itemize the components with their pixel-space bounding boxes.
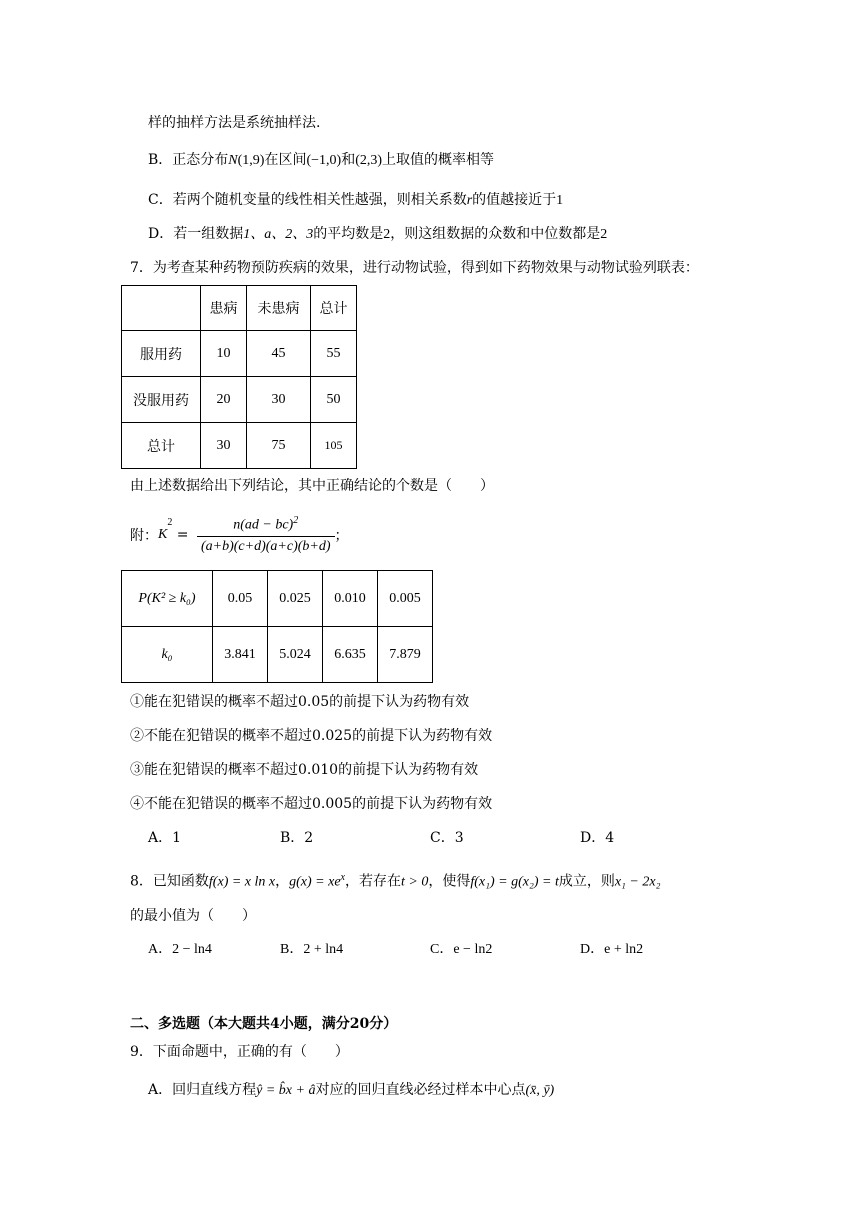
table-header-cell: 未患病: [247, 286, 311, 331]
q9-option-a: A．回归直线方程ŷ = b̂x + â对应的回归直线必经过样本中心点(x̄, ȳ): [148, 1082, 555, 1098]
q7-option-a: A．1: [148, 830, 182, 846]
q7-option-d: D．4: [580, 830, 615, 846]
q8-option-c: C．e − ln2: [430, 942, 493, 957]
table-cell: 30: [201, 423, 247, 469]
table-cell: 20: [201, 377, 247, 423]
q7-question: 由上述数据给出下列结论，其中正确结论的个数是（ ）: [130, 478, 494, 494]
table-cell: 50: [311, 377, 357, 423]
table-cell: 3.841: [213, 627, 268, 683]
q9-stem: 9．下面命题中，正确的有（ ）: [130, 1044, 349, 1060]
q8-option-b: B．2 + ln4: [280, 942, 344, 957]
table-cell: 30: [247, 377, 311, 423]
table-cell: 55: [311, 331, 357, 377]
table-cell: 10: [201, 331, 247, 377]
table-header-cell: 患病: [201, 286, 247, 331]
q6-option-b: B．正态分布N(1,9)在区间(−1,0)和(2,3)上取值的概率相等: [148, 152, 495, 168]
table-cell: 没服用药: [122, 377, 201, 423]
section-heading: 二、多选题（本大题共4小题，满分20分）: [130, 1016, 398, 1032]
table-cell: 75: [247, 423, 311, 469]
table-cell: 0.010: [323, 571, 378, 627]
table-cell: 总计: [122, 423, 201, 469]
table-cell: 45: [247, 331, 311, 377]
q6-option-c: C．若两个随机变量的线性相关性越强，则相关系数r的值越接近于1: [148, 192, 564, 208]
table-cell: 0.025: [268, 571, 323, 627]
q8-option-d: D．e + ln2: [580, 942, 644, 957]
q7-option-b: B．2: [280, 830, 314, 846]
table-cell: 105: [311, 423, 357, 469]
contingency-table: [121, 285, 357, 469]
table-row-label: P(K² ≥ k₀): [122, 571, 213, 627]
table-header-cell: 总计: [311, 286, 357, 331]
table-cell: 0.05: [213, 571, 268, 627]
statement-4: ④不能在犯错误的概率不超过0.005的前提下认为药物有效: [130, 796, 493, 812]
table-cell: 0.005: [378, 571, 433, 627]
table-cell: 7.879: [378, 627, 433, 683]
table-header-cell: [122, 286, 201, 331]
chi-square-formula: 附：$K^2$ = $\frac{n(ad - bc)^2}{(a+b)(c+d)(a+c)(b+d)}$ ；: [130, 515, 349, 554]
q8-stem: 8．已知函数f(x) = x ln x，$g(x) = xe^x$，若存在t > 0，使得f(x₁) = g(x₂) = t成立，则x₁ − 2x₂: [130, 872, 661, 890]
q8-option-a: A．2 − ln4: [148, 942, 212, 957]
q6-continuation: 样的抽样方法是系统抽样法.: [148, 115, 321, 131]
q8-stem-continuation: 的最小值为（ ）: [130, 908, 256, 924]
statement-3: ③能在犯错误的概率不超过0.010的前提下认为药物有效: [130, 762, 479, 778]
table-cell: 服用药: [122, 331, 201, 377]
q7-option-c: C．3: [430, 830, 464, 846]
table-row-label: k₀: [122, 627, 213, 683]
q7-stem: 7．为考查某种药物预防疾病的效果，进行动物试验，得到如下药物效果与动物试验列联表：: [130, 260, 699, 276]
table-cell: 6.635: [323, 627, 378, 683]
statement-2: ②不能在犯错误的概率不超过0.025的前提下认为药物有效: [130, 728, 493, 744]
table-cell: 5.024: [268, 627, 323, 683]
critical-value-table: [121, 570, 433, 683]
statement-1: ①能在犯错误的概率不超过0.05的前提下认为药物有效: [130, 694, 470, 710]
q6-option-d: D．若一组数据1、a、2、3的平均数是2，则这组数据的众数和中位数都是2: [148, 226, 608, 242]
